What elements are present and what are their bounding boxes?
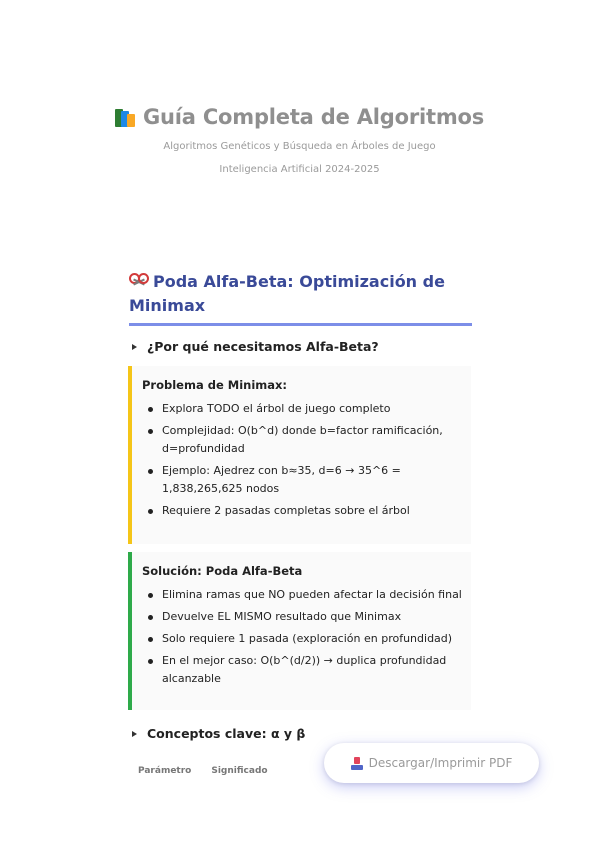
list-item: Complejidad: O(b^d) donde b=factor ramificación, d=profundidad [142,422,463,458]
why-alphabeta-toggle[interactable] [129,339,379,354]
problem-list [142,400,463,520]
download-icon [351,757,363,770]
caret-right-icon [132,731,137,737]
list-item: Elimina ramas que NO pueden afectar la decisión final [142,586,463,604]
caret-right-icon [132,344,137,350]
list-item: Explora TODO el árbol de juego completo [142,400,463,418]
solution-heading: Solución: Poda Alfa-Beta [142,564,303,578]
problem-box [128,366,471,544]
section-title [129,270,472,326]
list-item: Solo requiere 1 pasada (exploración en profundidad) [142,630,463,648]
page-title-text: Guía Completa de Algoritmos [142,105,485,129]
section-title-text: Poda Alfa-Beta: Optimización de Minimax [129,272,445,315]
list-item: Requiere 2 pasadas completas sobre el árbol [142,502,463,520]
scissors-icon [129,272,148,289]
download-pdf-label: Descargar/Imprimir PDF [368,756,513,770]
list-item: Devuelve EL MISMO resultado que Minimax [142,608,463,626]
concepts-table-header [138,766,268,776]
page-subtitle: Algoritmos Genéticos y Búsqueda en Árboles de Juego [163,141,436,152]
why-alphabeta-label: ¿Por qué necesitamos Alfa-Beta? [147,339,379,354]
document-header [0,105,599,175]
books-icon [115,107,135,127]
concepts-label: Conceptos clave: α y β [147,726,306,741]
solution-list [142,586,463,688]
concepts-toggle[interactable] [129,726,305,741]
list-item: En el mejor caso: O(b^(d/2)) → duplica profundidad alcanzable [142,652,463,688]
table-header-cell: Significado [211,766,268,776]
download-pdf-button[interactable] [324,743,539,783]
table-header-cell: Parámetro [138,766,192,776]
problem-heading: Problema de Minimax: [142,378,288,392]
alphabeta-section [129,270,472,326]
list-item: Ejemplo: Ajedrez con b≈35, d=6 → 35^6 = 1,838,265,625 nodos [142,462,463,498]
solution-box [128,552,471,710]
page-title [115,105,484,129]
course-label: Inteligencia Artificial 2024-2025 [219,164,380,175]
